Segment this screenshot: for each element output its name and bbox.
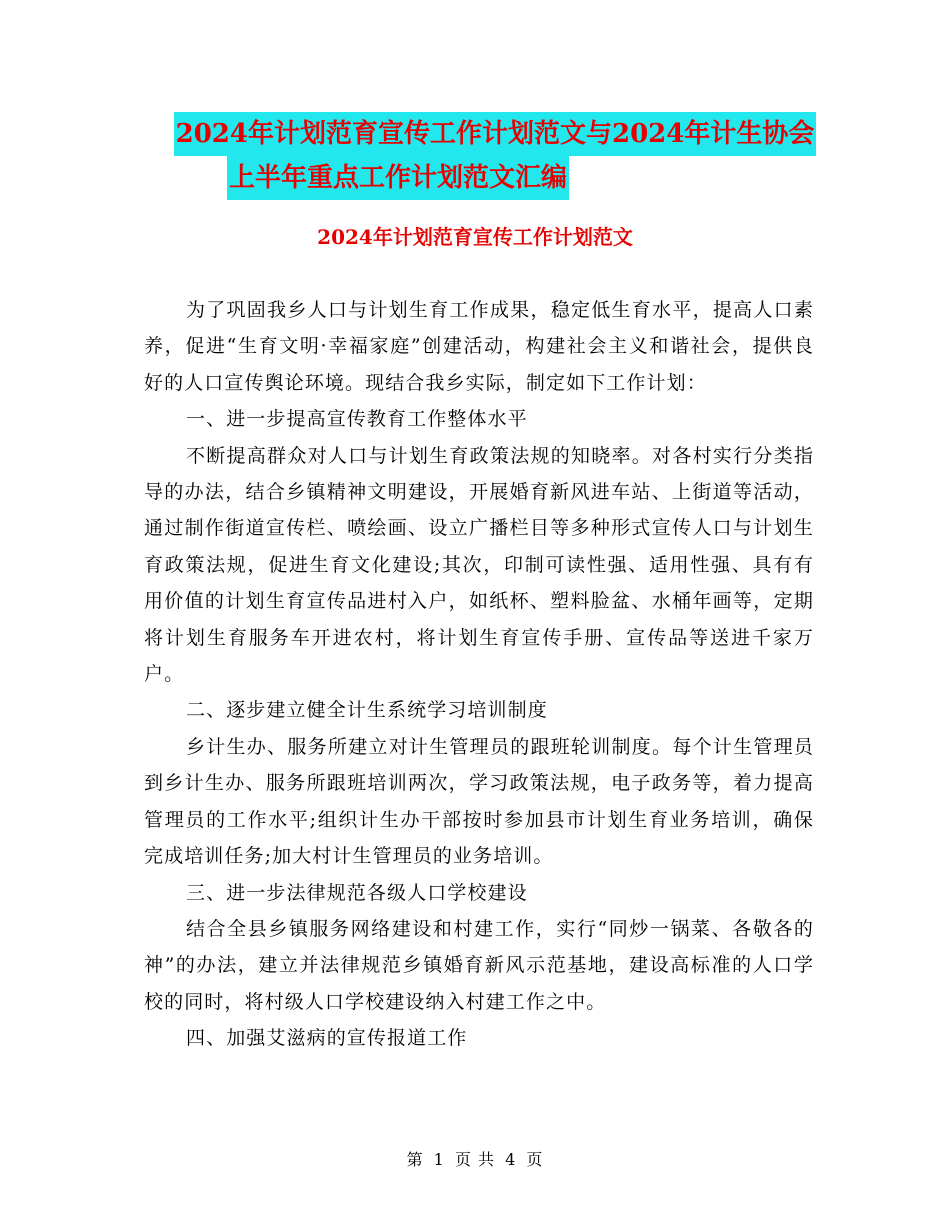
paragraph: 结合全县乡镇服务网络建设和村建工作，实行“同炒一锅菜、各敬各的神”的办法，建立并法律规范乡镇婚育新风示范基地，建设高标准的人口学校的同时，将村级人口学校建设纳入村建工作之中。 (144, 917, 814, 1013)
footer-suffix: 页 (526, 1150, 544, 1169)
document-title (0, 112, 950, 200)
paragraph: 为了巩固我乡人口与计划生育工作成果，稳定低生育水平，提高人口素养，促进“生育文明·幸福家庭”创建活动，构建社会主义和谐社会，提供良好的人口宣传舆论环境。现结合我乡实际，制定如下工作计划： (144, 299, 814, 394)
document-body (144, 292, 814, 1057)
section-heading: 三、进一步法律规范各级人口学校建设 (186, 881, 528, 904)
footer-middle: 页 共 (454, 1150, 496, 1169)
footer-prefix: 第 (406, 1150, 424, 1169)
section-heading: 一、进一步提高宣传教育工作整体水平 (186, 408, 528, 431)
page-footer (0, 1148, 950, 1172)
current-page-number: 1 (433, 1150, 445, 1169)
section-heading: 二、逐步建立健全计生系统学习培训制度 (186, 699, 548, 722)
title-line-1: 2024年计划范育宣传工作计划范文与2024年计生协会 (174, 112, 817, 156)
section-title: 2024年计划范育宣传工作计划范文 (317, 225, 633, 249)
title-line-2: 上半年重点工作计划范文汇编 (227, 156, 569, 200)
paragraph: 不断提高群众对人口与计划生育政策法规的知晓率。对各村实行分类指导的办法，结合乡镇精神文明建设，开展婚育新风进车站、上街道等活动，通过制作街道宣传栏、喷绘画、设立广播栏目等多种形式宣传人口与计划生育政策法规，促进生育文化建设;其次，印制可读性强、适用性强、具有有用价值的计划生育宣传品进村入户，如纸杯、塑料脸盆、水桶年画等，定期将计划生育服务车开进农村，将计划生育宣传手册、宣传品等送进千家万户。 (144, 444, 814, 686)
paragraph: 乡计生办、服务所建立对计生管理员的跟班轮训制度。每个计生管理员到乡计生办、服务所跟班培训两次，学习政策法规，电子政务等，着力提高管理员的工作水平;组织计生办干部按时参加县市计划生育业务培训，确保完成培训任务;加大村计生管理员的业务培训。 (144, 735, 814, 868)
total-page-count: 4 (505, 1150, 517, 1169)
section-heading: 四、加强艾滋病的宣传报道工作 (186, 1027, 468, 1050)
